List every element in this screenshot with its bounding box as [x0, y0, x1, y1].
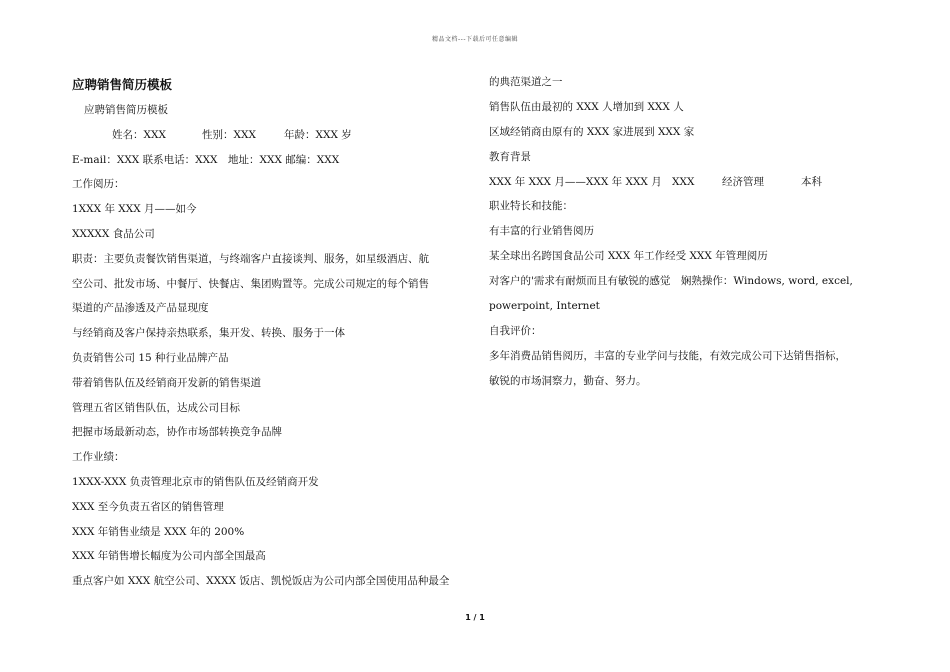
right-column — [489, 70, 874, 394]
address-field: 地址：XXX 邮编：XXX — [228, 153, 340, 166]
text-line: 工作业绩： — [72, 451, 125, 464]
contact-field: E-mail：XXX 联系电话：XXX — [72, 153, 218, 166]
text-line: 带着销售队伍及经销商开发新的销售渠道 — [72, 376, 261, 389]
text-line: powerpoint, Internet — [489, 300, 600, 313]
education-degree: 本科 — [801, 175, 822, 188]
text-line: 区域经销商由原有的 XXX 家进展到 XXX 家 — [489, 125, 695, 138]
age-field: 年龄：XXX 岁 — [284, 128, 352, 141]
text-line: 敏锐的市场洞察力，勤奋、努力。 — [489, 374, 647, 387]
text-line: XXXXX 食品公司 — [72, 227, 155, 240]
text-line: 工作阅历： — [72, 178, 125, 191]
text-line: 与经销商及客户保持亲热联系，集开发、转换、服务于一体 — [72, 327, 345, 340]
text-line: 1XXX 年 XXX 月——如今 — [72, 203, 197, 216]
text-line: 职业特长和技能： — [489, 200, 573, 213]
text-line: 有丰富的行业销售阅历 — [489, 225, 594, 238]
text-line: 把握市场最新动态，协作市场部转换竞争品牌 — [72, 426, 282, 439]
page-number: 1 / 1 — [465, 613, 485, 622]
text-line: 管理五省区销售队伍，达成公司目标 — [72, 401, 240, 414]
subtitle: 应聘销售简历模板 — [84, 104, 168, 116]
text-line: 销售队伍由最初的 XXX 人增加到 XXX 人 — [489, 100, 684, 113]
right-text-lines-top — [489, 70, 874, 170]
text-line: 教育背景 — [489, 150, 531, 163]
text-line: 负责销售公司 15 种行业品牌产品 — [72, 351, 229, 364]
text-line: 某全球出名跨国食品公司 XXX 年工作经受 XXX 年管理阅历 — [489, 250, 768, 263]
name-field: 姓名：XXX — [112, 128, 166, 141]
text-line: XXX 年销售业绩是 XXX 年的 200% — [72, 525, 245, 538]
text-line: 的典范渠道之一 — [489, 76, 563, 88]
text-line: 渠道的产品渗透及产品显现度 — [72, 302, 209, 315]
left-text-lines — [72, 172, 464, 594]
text-line: 职责：主要负责餐饮销售渠道，与终端客户直接谈判、服务，如星级酒店、航 — [72, 252, 429, 265]
left-column — [72, 70, 464, 594]
personal-info-row — [72, 123, 464, 148]
text-line: 重点客户如 XXX 航空公司、XXXX 饭店、凯悦饭店为公司内部全国使用品种最全 — [72, 575, 450, 588]
text-line: XXX 年销售增长幅度为公司内部全国最高 — [72, 550, 266, 563]
text-line: 自我评价： — [489, 324, 542, 337]
text-line: 多年消费品销售阅历，丰富的专业学问与技能，有效完成公司下达销售指标， — [489, 349, 846, 362]
text-line: XXX 至今负责五省区的销售管理 — [72, 500, 224, 513]
text-line: 对客户的'需求有耐烦而且有敏锐的感觉 娴熟操作：Windows, word, excel, — [489, 275, 853, 288]
text-line: 1XXX-XXX 负责管理北京市的销售队伍及经销商开发 — [72, 475, 319, 488]
education-school: XXX — [672, 175, 695, 188]
text-line: 空公司、批发市场、中餐厅、快餐店、集团购置等。完成公司规定的每个销售 — [72, 277, 429, 290]
education-row — [489, 170, 874, 195]
gender-field: 性别：XXX — [202, 128, 256, 141]
education-period: XXX 年 XXX 月——XXX 年 XXX 月 — [489, 175, 662, 188]
contact-info-row — [72, 148, 464, 173]
right-text-lines-bottom — [489, 194, 874, 393]
education-major: 经济管理 — [722, 175, 764, 188]
document-title: 应聘销售简历模板 — [72, 77, 173, 92]
page-header: 精品文档---下载后可任意编辑 — [432, 36, 518, 43]
